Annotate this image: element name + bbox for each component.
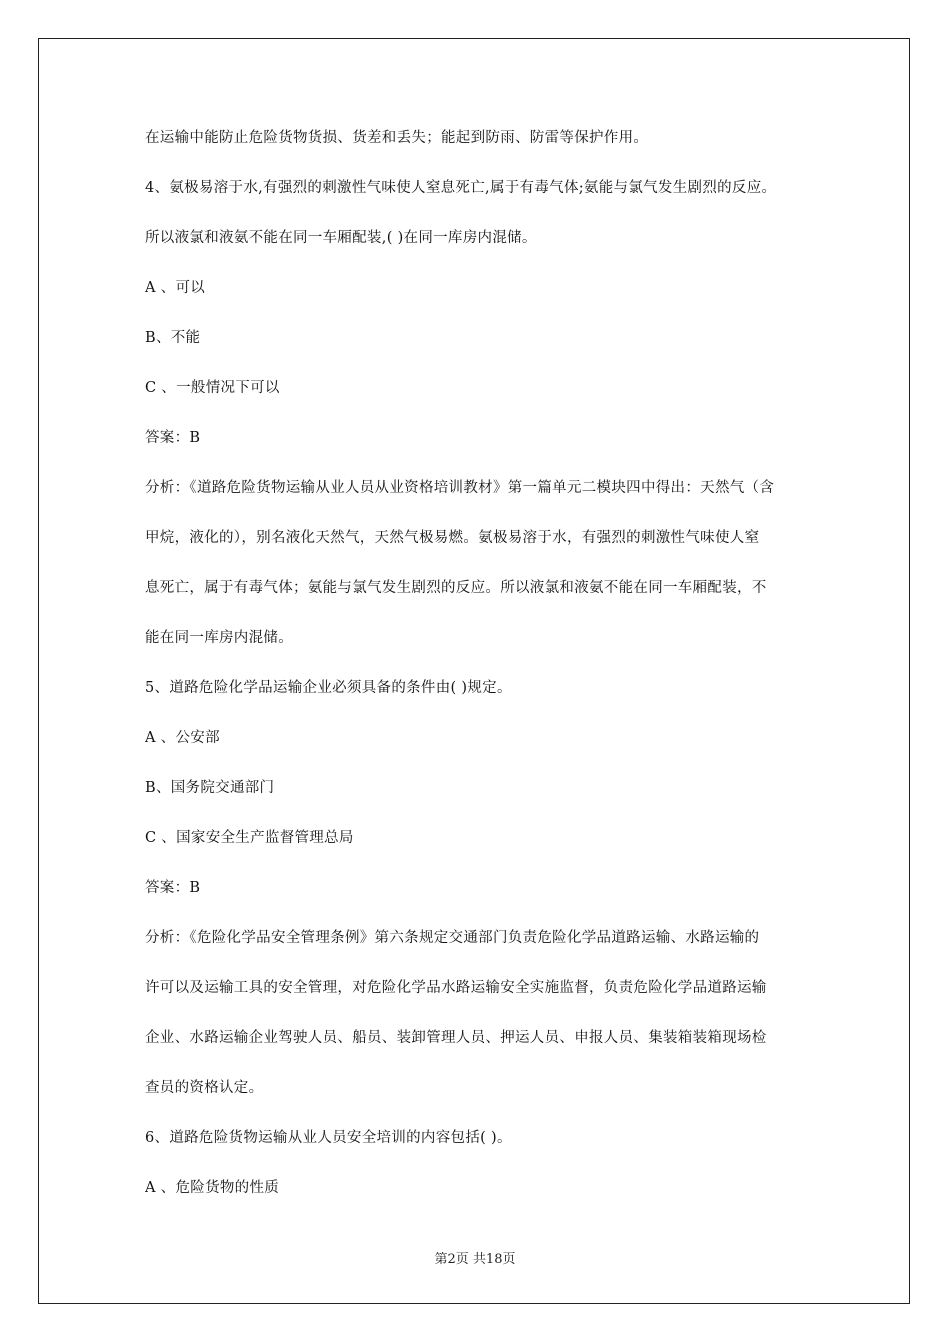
analysis-line: 甲烷，液化的），别名液化天然气，天然气极易燃。氨极易溶于水，有强烈的刺激性气味使人窒 — [145, 530, 760, 546]
answer: 答案：B — [145, 880, 201, 896]
option-c: C 、一般情况下可以 — [145, 380, 280, 396]
question-4-text: 4、氨极易溶于水,有强烈的刺激性气味使人窒息死亡,属于有毒气体;氨能与氯气发生剧烈的反应。 — [145, 180, 777, 196]
question-6-text: 6、道路危险货物运输从业人员安全培训的内容包括( )。 — [145, 1130, 512, 1146]
option-c: C 、国家安全生产监督管理总局 — [145, 830, 354, 846]
analysis-line: 分析：《道路危险货物运输从业人员从业资格培训教材》第一篇单元二模块四中得出：天然气（含 — [145, 480, 775, 496]
analysis-line: 查员的资格认定。 — [145, 1080, 264, 1096]
analysis-line: 能在同一库房内混储。 — [145, 630, 293, 646]
question-4-text-cont: 所以液氯和液氨不能在同一车厢配装,( )在同一库房内混储。 — [145, 230, 537, 246]
option-a: A 、可以 — [145, 280, 206, 296]
text-line: 在运输中能防止危险货物货损、货差和丢失；能起到防雨、防雷等保护作用。 — [145, 130, 649, 146]
analysis-line: 许可以及运输工具的安全管理，对危险化学品水路运输安全实施监督，负责危险化学品道路运输 — [145, 980, 767, 996]
analysis-line: 企业、水路运输企业驾驶人员、船员、装卸管理人员、押运人员、申报人员、集装箱装箱现场检 — [145, 1030, 767, 1046]
answer: 答案：B — [145, 430, 201, 446]
document-body — [145, 126, 810, 1200]
option-b: B、国务院交通部门 — [145, 780, 275, 796]
option-a: A 、公安部 — [145, 730, 220, 746]
question-5-text: 5、道路危险化学品运输企业必须具备的条件由( )规定。 — [145, 680, 512, 696]
analysis-line: 息死亡，属于有毒气体；氨能与氯气发生剧烈的反应。所以液氯和液氨不能在同一车厢配装，不 — [145, 580, 767, 596]
page-number: 第2页 共18页 — [434, 1252, 516, 1267]
option-b: B、不能 — [145, 330, 201, 346]
analysis-line: 分析：《危险化学品安全管理条例》第六条规定交通部门负责危险化学品道路运输、水路运输的 — [145, 930, 760, 946]
option-a: A 、危险货物的性质 — [145, 1180, 280, 1196]
